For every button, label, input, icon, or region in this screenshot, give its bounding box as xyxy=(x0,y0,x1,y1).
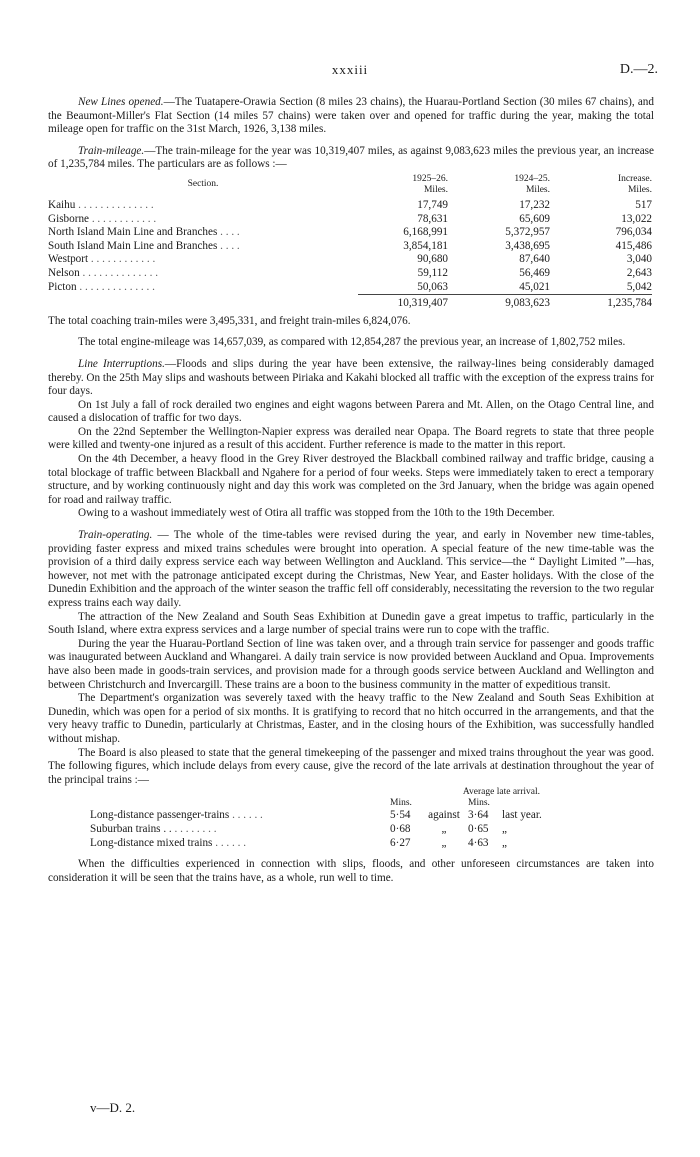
leader-dots: . . . . . . xyxy=(215,836,246,849)
late-separator: „ xyxy=(441,822,447,835)
train-class xyxy=(90,823,390,837)
train-class-label: Suburban trains . . xyxy=(90,822,172,835)
col-header-1925-26 xyxy=(358,174,448,199)
unit-label: Miles. xyxy=(525,184,550,195)
miles-increase: 2,643 xyxy=(626,266,652,279)
late-tail: „ xyxy=(502,822,507,835)
late-current: 0·68 xyxy=(390,822,411,835)
leader-dots: . . . . . . . . . . . . xyxy=(91,212,157,225)
late-arrival-table xyxy=(90,787,558,850)
miles-1924-25: 65,609 xyxy=(519,212,550,225)
paragraph-coaching-miles: The total coaching train-miles were 3,495,331, and freight train-miles 6,824,076. xyxy=(48,314,411,327)
miles-increase: 796,034 xyxy=(615,226,652,239)
late-current: 6·27 xyxy=(390,836,411,849)
paragraph-exhibition-traffic: The attraction of the New Zealand and South Seas Exhibition at Dunedin gave a great impetus to traffic, particularly in the South Island, where extra express services and a large number of special trains were run to cope with the traffic. xyxy=(48,610,654,637)
miles-1924-25: 5,372,957 xyxy=(505,226,550,239)
miles-1924-25: 87,640 xyxy=(519,253,550,266)
page-header xyxy=(0,62,700,78)
train-class-label: Long-distance passenger-trains xyxy=(90,809,230,822)
table-row xyxy=(48,267,652,281)
train-mileage-table xyxy=(48,174,652,311)
paragraph-engine-mileage: The total engine-mileage was 14,657,039, as compared with 12,854,287 the previous year, an increase of 1,802,752 miles. xyxy=(78,336,626,349)
table-row xyxy=(90,823,558,837)
miles-1925-26: 3,854,181 xyxy=(403,239,448,252)
leader-dots: . . . . . . . . . . . . xyxy=(90,253,156,266)
train-class-label: Long-distance mixed trains xyxy=(90,836,213,849)
unit-label: Miles. xyxy=(423,184,448,195)
paragraph-train-operating xyxy=(48,529,654,611)
unit-current: Mins. xyxy=(390,798,412,809)
late-previous: 4·63 xyxy=(468,836,489,849)
unit-spacer xyxy=(90,798,390,809)
page-body xyxy=(48,96,654,885)
section-label: South Island Main Line and Branches xyxy=(48,239,218,252)
paragraph-new-lines xyxy=(48,96,654,137)
section-label: Gisborne xyxy=(48,212,90,225)
late-arrival-caption: Average late arrival. xyxy=(462,787,540,798)
miles-increase: 3,040 xyxy=(626,253,652,266)
year-label: 1925–26. xyxy=(412,173,448,184)
section-name xyxy=(48,281,358,295)
leader-dots: . . . . xyxy=(220,226,240,239)
section-name xyxy=(48,199,358,213)
year-label: 1924–25. xyxy=(514,173,550,184)
paragraph-grey-river-flood: On the 4th December, a heavy flood in the Grey River destroyed the Blackball combined railway and traffic bridge, causing a total blockage of traffic between Blackball and Ngahere for a period of four weeks. Steps were immediately taken to erect a temporary structure, and by working continuously night and day this work was completed on the 3rd January, when the bridge was again opened for road and railway traffic. xyxy=(48,453,654,506)
paragraph-huarau-portland: During the year the Huarau-Portland Section of line was taken over, and a through train service for passenger and goods traffic was inaugurated between Auckland and Whangarei. A daily train service is now provided between Auckland and Opua. Improvements have also been made in goods-train services, and provision made for a through goods service between Auckland and Wellington and between Christchurch and Invercargill. These trains are a boon to the business community in the matter of expeditious transit. xyxy=(48,637,654,691)
leader-dots: . . . . . . . . . . . . . . xyxy=(78,198,154,211)
col-header-increase xyxy=(550,174,652,199)
leader-dots: . . . . . . xyxy=(232,809,263,822)
miles-increase: 415,486 xyxy=(615,239,652,252)
paragraph-text: —The Tuatapere-Orawia Section (8 miles 23 chains), the Huarau-Portland Section (30 miles 67 chains), and the Beaumont-Miller's Flat Section (14 miles 57 chains) were taken over and opened for traffic during the year, making the total mileage open for traffic on the 31st March, 1926, 3,138 miles. xyxy=(48,96,654,136)
miles-1924-25: 3,438,695 xyxy=(505,239,550,252)
late-caption-row xyxy=(90,787,558,798)
miles-1924-25: 17,232 xyxy=(519,198,550,211)
paragraph-text: —The train-mileage for the year was 10,319,407 miles, as against 9,083,623 miles the previous year, an increase of 1,235,784 miles. The particulars are as follows :— xyxy=(48,144,654,171)
paragraph-line-interruptions xyxy=(48,358,654,399)
miles-1925-26: 78,631 xyxy=(417,212,448,225)
miles-1925-26: 6,168,991 xyxy=(403,226,448,239)
col-header-section: Section. xyxy=(187,179,219,190)
paragraph-text: — The whole of the time-tables were revised during the year, and early in November new time-tables, providing faster express and mixed trains schedules were brought into operation. A special feature of the new time-table was the provision of a third daily express service each way between Wellington and Auckland. This service—the “ Daylight Limited ”—has, however, not met with the patronage anticipated except during the Christmas, New Year, and Easter holidays. With the close of the Dunedin Exhibition and the approach of the winter season the traffic fell off considerably, necessitating the reversion to the two regular express trains each way daily. xyxy=(48,529,654,609)
unit-previous: Mins. xyxy=(468,798,490,809)
miles-1925-26: 59,112 xyxy=(417,266,448,279)
table-row xyxy=(48,240,652,254)
section-name xyxy=(48,213,358,227)
late-unit-row xyxy=(90,798,558,809)
paragraph-heading: New Lines opened. xyxy=(78,96,164,108)
leader-dots: . . . . . . . . . . . . . . xyxy=(82,266,159,279)
col-header-1924-25 xyxy=(448,174,550,199)
leader-dots: . . . . . . . . . . . . . . xyxy=(79,280,155,293)
total-spacer xyxy=(48,295,358,311)
late-previous: 3·64 xyxy=(468,809,489,822)
section-label: Nelson xyxy=(48,266,80,279)
section-name xyxy=(48,267,358,281)
unit-label: Miles. xyxy=(627,184,652,195)
late-tail: last year. xyxy=(502,809,542,822)
total-1925-26: 10,319,407 xyxy=(358,295,448,311)
miles-increase: 517 xyxy=(635,198,652,211)
section-name xyxy=(48,240,358,254)
paragraph-heading: Train-operating. xyxy=(78,529,153,542)
paragraph-rock-fall: On 1st July a fall of rock derailed two engines and eight wagons between Parera and Mt. Allen, on the Otago Central line, and caused a dislocation of traffic for two days. xyxy=(48,398,654,425)
section-name xyxy=(48,226,358,240)
table-row xyxy=(48,253,652,267)
section-label: Kaihu xyxy=(48,198,76,211)
table-row xyxy=(48,199,652,213)
paragraph-heading: Line Interruptions. xyxy=(78,357,165,370)
late-current: 5·54 xyxy=(390,809,411,822)
table-row xyxy=(48,213,652,227)
table-row xyxy=(90,837,558,851)
increase-label: Increase. xyxy=(617,173,652,184)
paragraph-text: —Floods and slips during the year have been extensive, the railway-lines being considerably damaged thereby. On the 25th May slips and washouts between Piriaka and Kakahi blocked all traffic with the exception of the express trains for four days. xyxy=(48,357,655,398)
page-number: xxxiii xyxy=(331,62,369,77)
late-separator: against xyxy=(428,809,460,822)
table-row xyxy=(48,226,652,240)
section-name xyxy=(48,253,358,267)
miles-1925-26: 17,749 xyxy=(417,198,448,211)
miles-1924-25: 45,021 xyxy=(519,280,550,293)
miles-1924-25: 56,469 xyxy=(519,266,550,279)
paragraph-otira-washout: Owing to a washout immediately west of Otira all traffic was stopped from the 10th to the 19th December. xyxy=(78,507,555,520)
section-label: Westport xyxy=(48,253,89,266)
paragraph-timekeeping: The Board is also pleased to state that the general timekeeping of the passenger and mixed trains throughout the year was good. The following figures, which include delays from every cause, give the record of the late arrivals at destination throughout the year of the principal trains :— xyxy=(48,746,654,786)
section-label: North Island Main Line and Branches xyxy=(48,226,218,239)
document-reference: D.—2. xyxy=(619,62,658,77)
paragraph-train-mileage xyxy=(48,145,654,172)
miles-increase: 13,022 xyxy=(621,212,652,225)
train-class xyxy=(90,809,390,823)
leader-dots: . . . . xyxy=(220,239,240,252)
miles-increase: 5,042 xyxy=(626,280,652,293)
late-separator: „ xyxy=(441,836,447,849)
table-row xyxy=(90,809,558,823)
table-header-row xyxy=(48,174,652,199)
miles-1925-26: 50,063 xyxy=(417,280,448,293)
train-class xyxy=(90,837,390,851)
table-total-row xyxy=(48,295,652,311)
table-row xyxy=(48,281,652,295)
paragraph-derailment: On the 22nd September the Wellington-Napier express was derailed near Opapa. The Board regrets to state that three people were killed and twenty-one injured as a result of this accident. Further reference is made to the matter in this report. xyxy=(48,425,654,452)
late-previous: 0·65 xyxy=(468,822,489,835)
total-1924-25: 9,083,623 xyxy=(448,295,550,311)
section-label: Picton xyxy=(48,280,77,293)
miles-1925-26: 90,680 xyxy=(417,253,448,266)
late-tail: „ xyxy=(502,836,507,849)
paragraph-organization: The Department's organization was severely taxed with the heavy traffic to the New Zealand and South Seas Exhibition at Dunedin, which was open for a period of six months. It is gratifying to record that no hitch occurred in the arrangements, and that the very heavy traffic to Dunedin, particularly at Christmas, Easter, and in the closing hours of the Exhibition, was successfully handled without mishap. xyxy=(48,692,654,745)
total-increase: 1,235,784 xyxy=(550,295,652,311)
page-footer: v—D. 2. xyxy=(90,1100,136,1115)
leader-dots: . . . . . . . . xyxy=(174,822,217,835)
paragraph-heading: Train-mileage. xyxy=(78,144,145,157)
paragraph-conclusion: When the difficulties experienced in connection with slips, floods, and other unforeseen circumstances are taken into consideration it will be seen that the trains have, as a whole, run well to time. xyxy=(48,858,654,884)
